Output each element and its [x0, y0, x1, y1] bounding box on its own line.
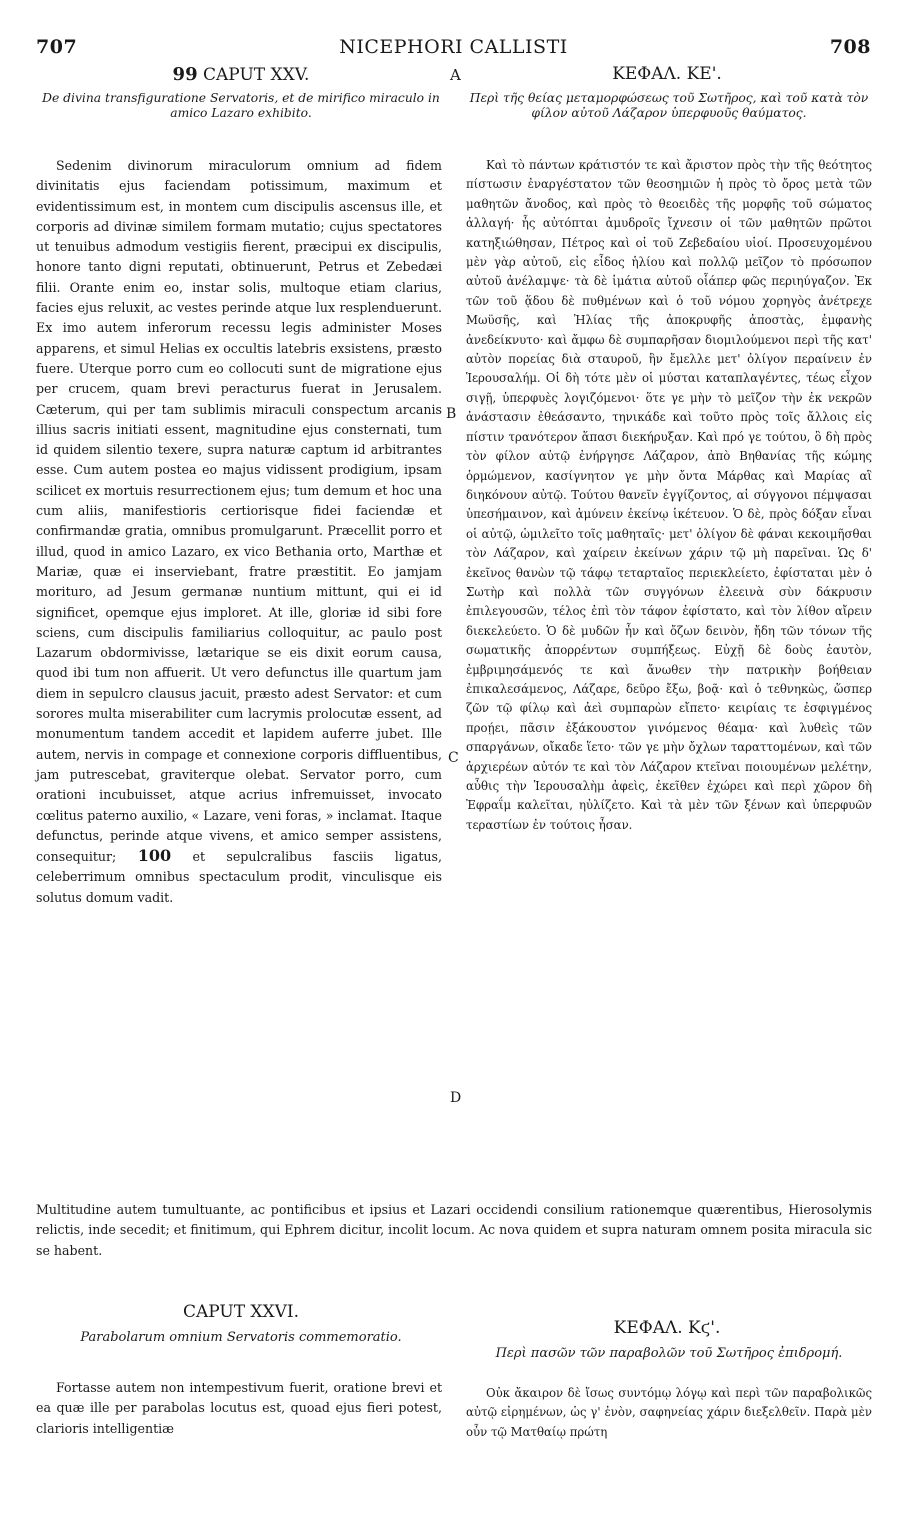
- running-title: NICEPHORI CALLISTI: [339, 36, 568, 58]
- latin-caput-xxv: CAPUT XXV.: [203, 65, 310, 85]
- latin-body-text: Sedenim divinorum miraculorum omnium ad fidem divinitatis ejus faciendam potissimum, maximum et evidentissimum est, in montem cum discipulis ascensus ille, et corporis ad divinæ similem formam mutatio; cujus spectatores ut tenuibus admodum vestigiis fierent, præcipui ex discipulis, honore tanto digni reputati, obtinuerunt, Petrus et Zebedæi filii. Orante enim eo, instar solis, multoque etiam clarius, facies ejus reluxit, ac vestes perinde atque lux resplenduerunt. Ex imo autem inferorum recessu legis administer Moses apparens, et simul Helias ex occultis latebris exsistens, præsto fuere. Uterque porro cum eo collocuti sunt de migratione ejus per crucem, quam brevi peracturus fuerat in Jerusalem. Cæterum, qui per tam sublimis miraculi conspectum arcanis illius sacris initiati essent, magnitudine ejus consternati, tum id quidem silentio texere, supra naturæ captum id arbitrantes esse. Cum autem postea eo majus vidissent prodigium, ipsam scilicet ex mortuis resurrectionem ejus; tum demum et hoc una cum aliis, manifestioris certiorisque fidei faciendæ et confirmandæ gratia, omnibus promulgarunt. Præcellit porro et illud, quod in amico Lazaro, ex vico Bethania orto, Marthæ et Mariæ, quæ ei inserviebant, fratre præstitit. Eo jamjam morituro, ad Jesum germanæ nuntium mittunt, qui ei id significet, opemque ejus imploret. At ille, gloriæ id sibi fore sciens, cum discipulis familiarius colloquitur, ac paulo post Lazarum obdormivisse, lætarique se eis dixit eorum causa, quod ibi tum non affuerit. Ut vero defunctus ille quartum jam diem in sepulcro clausus jacuit, præsto adest Servator: et cum sorores multa miserabiliter cum lacrymis prolocutæ essent, ad monumentum tandem accedit et lapidem auferre jubet. Ille autem, nervis in compage et connexione corporis diffluentibus, jam putrescebat, graviterque olebat. Servator porro, cum orationi incubuisset, atque acrius infremuisset, invocato cœlitus paterno auxilio, « Lazare, veni foras, » inclamat. Itaque defunctus, perinde atque vivens, et amico semper assistens, consequitur;: [36, 158, 442, 865]
- greek-ks-body-text: Οὐκ ἄκαιρον δὲ ἴσως συντόμῳ λόγῳ καὶ περὶ τῶν παραβολικῶς αὐτῷ εἰρημένων, ὡς γ' ἐνὸν, σαφηνείας χάριν διεξελθεῖν. Παρὰ μὲν οὖν τῷ Ματθαίῳ πρώτη: [466, 1386, 872, 1439]
- section-marker-a: A: [450, 66, 461, 84]
- greek-chapter-ks-subtitle: Περὶ πασῶν τῶν παραβολῶν τοῦ Σωτῆρος ἐπιδρομή.: [495, 1346, 843, 1361]
- latin-body-text-continued: et sepulcralibus fasciis ligatus, celeberrimum omnibus spectaculum prodit, vinculisque eis solutus domum vadit.: [36, 849, 442, 905]
- latin-chapter-heading: [36, 64, 446, 85]
- spanning-text: [36, 1200, 872, 1261]
- greek-kefal-ks: ΚΕΦΑΛ. Κϛ'.: [613, 1318, 721, 1338]
- left-page-number: 707: [36, 36, 78, 58]
- greek-chapter-subtitle: Περὶ τῆς θείας μεταμορφώσεως τοῦ Σωτῆρος, καὶ τοῦ κατὰ τὸν φίλον αὐτοῦ Λάζαρον ὑπερφυοῦς θαύματος.: [469, 91, 869, 120]
- latin-body-column: [36, 156, 442, 908]
- spanning-paragraph: Multitudine autem tumultuante, ac pontificibus et ipsius et Lazari occidendi consilium rationemque quærentibus, Hierosolymis relictis, inde secedit; et finitimum, qui Ephrem dicitur, incolit locum. Ac nova quidem et supra naturam omnem posita miracula sic se habent.: [36, 1202, 872, 1258]
- right-page-number: 708: [829, 36, 871, 58]
- latin-xxvi-body-column: [36, 1378, 442, 1439]
- margin-letter-b: B: [446, 406, 457, 422]
- column-marker-99: 99: [172, 64, 198, 85]
- latin-chapter-xxvi-subtitle: Parabolarum omnium Servatoris commemoratio.: [80, 1330, 402, 1345]
- greek-ks-body-column: [466, 1384, 872, 1442]
- column-marker-100: 100: [137, 846, 172, 866]
- margin-letter-d: D: [450, 1090, 462, 1106]
- latin-xxvi-body-text: Fortasse autem non intempestivum fuerit, oratione brevi et ea quæ ille per parabolas locutus est, quoad ejus fieri potest, clarioris intelligentiæ: [36, 1380, 442, 1436]
- margin-letter-c: C: [448, 750, 459, 766]
- greek-chapter-heading: ΚΕΦΑΛ. ΚΕ'.: [612, 64, 722, 84]
- latin-chapter-subtitle: De divina transfiguratione Servatoris, et de mirifico miraculo in amico Lazaro exhibito.: [42, 91, 440, 120]
- greek-body-text: Καὶ τὸ πάντων κράτιστόν τε καὶ ἄριστον πρὸς τὴν τῆς θεότητος πίστωσιν ἐναργέστατον τῶν θεοσημιῶν ἡ πρὸς τὸ ὄρος μετὰ τῶν μαθητῶν ἄνοδος, καὶ πρὸς τὸ θεοειδὲς τῆς μορφῆς τοῦ σώματος ἀλλαγή· ἧς αὐτόπται ἀμυδροῖς ἴχνεσιν οἱ τῶν μαθητῶν πρῶτοι κατηξιώθησαν, Πέτρος καὶ οἱ τοῦ Ζεβεδαίου υἱοί. Προσευχομένου μὲν γὰρ αὐτοῦ, εἰς εἶδος ἡλίου καὶ πολλῷ μεῖζον τὸ πρόσωπον αὐτοῦ ἀνέλαμψε· τὰ δὲ ἱμάτια αὐτοῦ οἷάπερ φῶς περιηύγαζον. Ἐκ τῶν τοῦ ᾅδου δὲ πυθμένων καὶ ὁ τοῦ νόμου χορηγὸς ἀνέτρεχε Μωϋσῆς, καὶ Ἠλίας τῆς ἀποκρυφῆς ἀποστὰς, ἐμφανὴς ἀνεδείκνυτο· καὶ ἄμφω δὲ συμπαρῆσαν διομιλούμενοι περὶ τῆς κατ' αὐτὸν πορείας διὰ σταυροῦ, ἣν ἔμελλε μετ' ὀλίγον περαίνειν ἐν Ἱερουσαλήμ. Οἱ δὴ τότε μὲν οἱ μύσται καταπλαγέντες, τέως εἶχον σιγῇ, ὑπερφυὲς λογιζόμενοι· ὅτε γε μὴν τὸ μεῖζον τὴν ἐκ νεκρῶν ἀνάστασιν ἐθεάσαντο, τηνικάδε καὶ τοῦτο πρὸς τοῖς ἄλλοις εἰς πίστιν τρανότερον ἅπασι διεκήρυξαν. Καὶ πρό γε τούτου, ὃ δὴ πρὸς τὸν φίλον αὐτῷ ἐνήργησε Λάζαρον, ἀπὸ Βηθανίας τῆς κώμης ὁρμώμενον, κασίγνητον γε μὴν ὄντα Μάρθας καὶ Μαρίας αἳ διηκόνουν αὐτῷ. Τούτου θανεῖν ἐγγίζοντος, αἱ σύγγονοι πέμψασαι ὑπεσήμαινον, καὶ ἀμύνειν ἐκείνῳ ἱκέτευον. Ὁ δὲ, πρὸς δόξαν εἶναι οἱ αὐτῷ, ὡμιλεῖτο τοῖς μαθηταῖς· μετ' ὀλίγον δὲ φάναι κεκοιμῆσθαι τὸν Λάζαρον, καὶ χαίρειν ἐκείνων χάριν τῷ μὴ παρεῖναι. Ὡς δ' ἐκεῖνος θανὼν τῷ τάφῳ τεταρταῖος περιεκλείετο, ἐφίσταται μὲν ὁ Σωτὴρ καὶ πολλὰ τῶν συγγόνων ἐλεεινὰ σὺν δάκρυσιν ἐπιλεγουσῶν, τέλος ἐπὶ τὸν τάφον ἐφίστατο, καὶ τὸν λίθον αἴρειν διεκελεύετο. Ὁ δὲ μυδῶν ἦν καὶ ὄζων δεινὸν, ἤδη τῶν τόνων τῆς σωματικῆς ἀπορρέντων συμπήξεως. Εὐχῇ δὲ δοὺς ἑαυτὸν, ἐμβριμησάμενός τε καὶ ἄνωθεν τὴν πατρικὴν βοήθειαν ἐπικαλεσάμενος, Λάζαρε, δεῦρο ἔξω, βοᾷ· καὶ ὁ τεθνηκὼς, ὥσπερ ζῶν τῷ φίλῳ καὶ ἀεὶ συμπαρὼν εἴπετο· κειρίαις τε ἐσφιγμένος προῄει, πᾶσιν ἐξάκουστον γινόμενος θέαμα· καὶ λυθεὶς τῶν σπαργάνων, οἴκαδε ἵετο· τῶν γε μὴν ὄχλων ταραττομένων, καὶ τῶν ἀρχιερέων αὐτόν τε καὶ τὸν Λάζαρον κτεῖναι ποιουμένων μελέτην, αὖθις τὴν Ἱερουσαλὴμ ἀφεὶς, ἐκεῖθεν ἐχώρει καὶ περὶ χῶρον δὴ Ἐφραΐμ καλεῖται, ηὐλίζετο. Καὶ τὰ μὲν τῶν ξένων καὶ ὑπερφυῶν τεραστίων ἐν τούτοις ἦσαν.: [466, 158, 872, 832]
- greek-body-column: [466, 156, 872, 835]
- latin-caput-xxvi: CAPUT XXVI.: [182, 1302, 300, 1322]
